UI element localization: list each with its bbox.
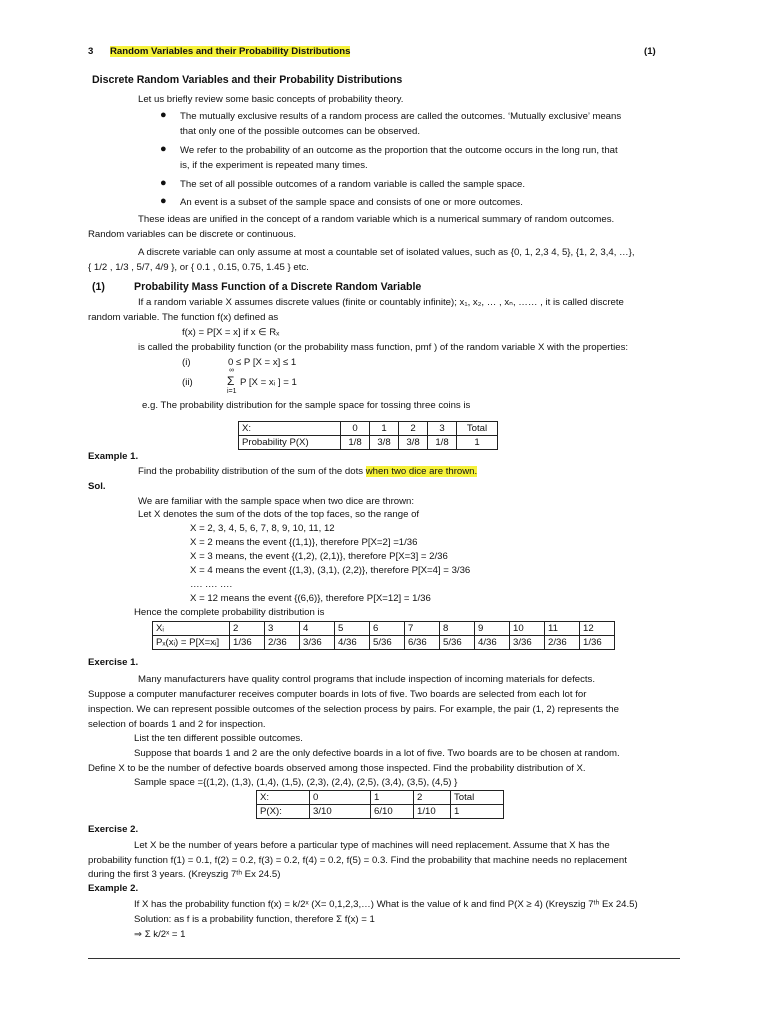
table-cell: 1/36 xyxy=(580,636,615,650)
bullet-line: is, if the experiment is repeated many times. xyxy=(180,160,368,171)
exercise1-table xyxy=(256,790,504,819)
table-cell: 1 xyxy=(451,805,504,819)
bullet-dot: ● xyxy=(160,109,167,121)
table-cell: 4/36 xyxy=(335,636,370,650)
sum-lower-limit: i=1 xyxy=(227,388,237,395)
exercise-line: Let X be the number of years before a particular type of machines will need replacement. Assume that X has the xyxy=(134,840,610,851)
bullet-dot: ● xyxy=(160,143,167,155)
dice-probability-table xyxy=(152,621,615,650)
paragraph-line: { 1/2 , 1/3 , 5/7, 4/9 }, or { 0.1 , 0.15, 0.75, 1.45 } etc. xyxy=(88,262,309,273)
sum-upper-limit: ∞ xyxy=(229,367,234,374)
solution-line: Hence the complete probability distribution is xyxy=(134,607,325,618)
solution-line: X = 3 means, the event {(1,2), (2,1)}, therefore P[X=3] = 2/36 xyxy=(190,551,448,562)
example-line: Solution: as f is a probability function, therefore Σ f(x) = 1 xyxy=(134,914,375,925)
formula: f(x) = P[X = x] if x ∈ Rₓ xyxy=(182,327,280,338)
intro-text: Let us briefly review some basic concepts of probability theory. xyxy=(138,94,404,105)
table-cell: 11 xyxy=(545,622,580,636)
property-formula: P [X = xᵢ ] = 1 xyxy=(240,377,297,388)
table-cell: 2 xyxy=(399,422,428,436)
table-cell: 5 xyxy=(335,622,370,636)
section-heading: Probability Mass Function of a Discrete Random Variable xyxy=(134,281,422,293)
paragraph-line: is called the probability function (or the probability mass function, pmf ) of the random variable X with the properties: xyxy=(138,342,629,353)
table-cell: Total xyxy=(457,422,498,436)
table-cell: 1/8 xyxy=(428,436,457,450)
exercise-label: Exercise 2. xyxy=(88,824,139,835)
table-cell: 4 xyxy=(300,622,335,636)
table-row xyxy=(153,622,615,636)
solution-line: X = 4 means the event {(1,3), (3,1), (2,2)}, therefore P[X=4] = 3/36 xyxy=(190,565,471,576)
exercise-line: Suppose that boards 1 and 2 are the only defective boards in a lot of five. Two boards are to be chosen at random. xyxy=(134,748,620,759)
table-cell: 12 xyxy=(580,622,615,636)
table-cell: P(X): xyxy=(257,805,310,819)
example-line: ⇒ Σ k/2ˣ = 1 xyxy=(134,929,186,940)
table-cell: 0 xyxy=(310,791,371,805)
paragraph-line: If a random variable X assumes discrete values (finite or countably infinite); x₁, x₂, … , xₙ, …… , it is called discrete xyxy=(138,297,624,308)
exercise-line: Define X to be the number of defective boards observed among those inspected. Find the probability distribution of X. xyxy=(88,763,586,774)
table-cell: 4/36 xyxy=(475,636,510,650)
bullet-line: We refer to the probability of an outcome as the proportion that the outcome occurs in the long run, that xyxy=(180,145,618,156)
question-text: Find the probability distribution of the sum of the dots xyxy=(138,466,366,477)
exercise-line: selection of boards 1 and 2 for inspection. xyxy=(88,719,266,730)
highlighted-text: when two dice are thrown. xyxy=(365,466,478,477)
table-cell: 8 xyxy=(440,622,475,636)
solution-label: Sol. xyxy=(88,481,106,492)
property-formula: 0 ≤ P [X = x] ≤ 1 xyxy=(228,357,297,368)
table-cell: 5/36 xyxy=(440,636,475,650)
exercise-line: during the first 3 years. (Kreyszig 7ᵗʰ Ex 24.5) xyxy=(88,869,281,880)
table-cell: 9 xyxy=(475,622,510,636)
table-cell: 3/36 xyxy=(510,636,545,650)
table-row xyxy=(153,636,615,650)
table-cell: 3 xyxy=(265,622,300,636)
bullet-line: that only one of the possible outcomes can be observed. xyxy=(180,126,420,137)
example-question xyxy=(138,466,477,477)
table-cell: 6/10 xyxy=(371,805,414,819)
table-cell: 3/36 xyxy=(300,636,335,650)
table-cell: 2 xyxy=(414,791,451,805)
section-number: (1) xyxy=(92,281,105,293)
sum-symbol: Σ xyxy=(227,374,235,388)
example-label: Example 2. xyxy=(88,883,139,894)
footer-rule xyxy=(88,958,680,959)
paragraph-line: Random variables can be discrete or continuous. xyxy=(88,229,296,240)
exercise-line: inspection. We can represent possible outcomes of the selection process by pairs. For example, the pair (1, 2) represents the xyxy=(88,704,619,715)
bullet-dot: ● xyxy=(160,177,167,189)
exercise-line: List the ten different possible outcomes. xyxy=(134,733,303,744)
table-cell: 1 xyxy=(457,436,498,450)
table-row xyxy=(239,422,498,436)
property-label: (i) xyxy=(182,357,191,368)
table-cell: 1/36 xyxy=(230,636,265,650)
table-cell: 6/36 xyxy=(405,636,440,650)
chapter-ref: (1) xyxy=(644,46,656,57)
paragraph-line: These ideas are unified in the concept of a random variable which is a numerical summary of random outcomes. xyxy=(138,214,615,225)
solution-line: We are familiar with the sample space when two dice are thrown: xyxy=(138,496,415,507)
table-cell: 1/8 xyxy=(341,436,370,450)
table-cell: 1 xyxy=(370,422,399,436)
coins-probability-table xyxy=(238,421,498,450)
table-cell: 7 xyxy=(405,622,440,636)
exercise-line: probability function f(1) = 0.1, f(2) = 0.2, f(3) = 0.2, f(4) = 0.2, f(5) = 0.3. Find the probability that machine needs no replacement xyxy=(88,855,627,866)
bullet-line: The set of all possible outcomes of a random variable is called the sample space. xyxy=(180,179,526,190)
exercise-label: Exercise 1. xyxy=(88,657,139,668)
table-cell: Pₓ(xᵢ) = P[X=xᵢ] xyxy=(153,636,230,650)
exercise-line: Suppose a computer manufacturer receives computer boards in lots of five. Two boards are selected from each lot for xyxy=(88,689,587,700)
example-line: If X has the probability function f(x) = k/2ˣ (X= 0,1,2,3,…) What is the value of k and find P(X ≥ 4) (Kreyszig 7ᵗʰ Ex 24.5) xyxy=(134,899,638,910)
table-cell: 3/8 xyxy=(370,436,399,450)
solution-line: …. …. …. xyxy=(190,579,233,590)
table-cell: 1/10 xyxy=(414,805,451,819)
section-subtitle: Discrete Random Variables and their Probability Distributions xyxy=(92,74,403,86)
table-cell: 6 xyxy=(370,622,405,636)
table-cell: 3 xyxy=(428,422,457,436)
table-cell: 0 xyxy=(341,422,370,436)
solution-line: Let X denotes the sum of the dots of the top faces, so the range of xyxy=(138,509,420,520)
table-cell: Xᵢ xyxy=(153,622,230,636)
table-cell: 2/36 xyxy=(545,636,580,650)
table-cell: 2/36 xyxy=(265,636,300,650)
table-row xyxy=(239,436,498,450)
paragraph-line: random variable. The function f(x) defined as xyxy=(88,312,279,323)
chapter-title: Random Variables and their Probability Distributions xyxy=(110,46,351,57)
table-cell: 5/36 xyxy=(370,636,405,650)
property-label: (ii) xyxy=(182,377,193,388)
bullet-line: An event is a subset of the sample space and consists of one or more outcomes. xyxy=(180,197,523,208)
table-cell: 1 xyxy=(371,791,414,805)
paragraph-line: e.g. The probability distribution for the sample space for tossing three coins is xyxy=(142,400,471,411)
table-cell: 3/8 xyxy=(399,436,428,450)
table-cell: Total xyxy=(451,791,504,805)
table-cell: Probability P(X) xyxy=(239,436,341,450)
solution-line: X = 12 means the event {(6,6)}, therefore P[X=12] = 1/36 xyxy=(190,593,431,604)
table-cell: 2 xyxy=(230,622,265,636)
table-cell: 3/10 xyxy=(310,805,371,819)
example-label: Example 1. xyxy=(88,451,139,462)
exercise-line: Many manufacturers have quality control programs that include inspection of incoming materials for defects. xyxy=(138,674,595,685)
bullet-dot: ● xyxy=(160,195,167,207)
table-cell: X: xyxy=(239,422,341,436)
solution-line: X = 2, 3, 4, 5, 6, 7, 8, 9, 10, 11, 12 xyxy=(190,523,335,534)
bullet-line: The mutually exclusive results of a random process are called the outcomes. ‘Mutually exclusive’ means xyxy=(180,111,622,122)
table-row xyxy=(257,791,504,805)
sample-space: Sample space ={(1,2), (1,3), (1,4), (1,5), (2,3), (2,4), (2,5), (3,4), (3,5), (4,5) } xyxy=(134,777,458,788)
table-row xyxy=(257,805,504,819)
table-cell: 10 xyxy=(510,622,545,636)
table-cell: X: xyxy=(257,791,310,805)
chapter-number: 3 xyxy=(88,46,94,57)
solution-line: X = 2 means the event {(1,1)}, therefore P[X=2] =1/36 xyxy=(190,537,418,548)
paragraph-line: A discrete variable can only assume at most a countable set of isolated values, such as {0, 1, 2,3 4, 5}, {1, 2, 3,4, …}, xyxy=(138,247,635,258)
